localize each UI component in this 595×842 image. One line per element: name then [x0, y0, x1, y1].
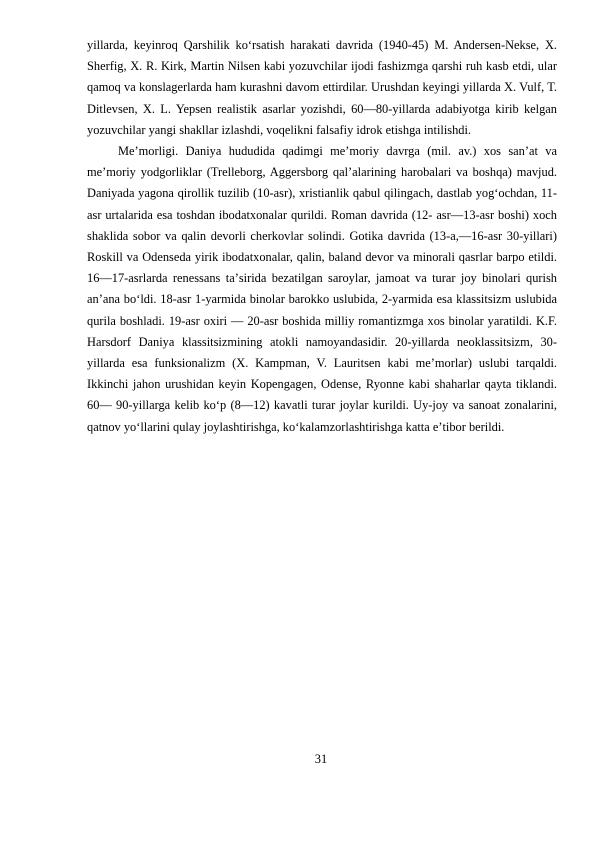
paragraph-architecture: Meʼmorligi. Daniya hududida qadimgi meʼmoriy davrga (mil. av.) xos sanʼat va meʼmoriy yodgorliklar (Trelleborg, Aggersborg qalʼalarining harobalari va boshqa) mavjud. Daniyada yagona qirollik tuzilib (10-asr), xristianlik qabul qilingach, dastlab yogʻochdan, 11-asr urtalarida esa toshdan ibodatxonalar qurildi. Roman davrida (12- asr—13-asr boshi) xoch shaklida sobor va qalin devorli cherkovlar solindi. Gotika davrida (13-a,—16-asr 30-yillari) Roskill va Odenseda yirik ibodatxonalar, qalin, baland devor va minorali qasrlar barpo etildi. 16—17-asrlarda renessans taʼsirida bezatilgan saroylar, jamoat va turar joy binolari qurish anʼana boʻldi. 18-asr 1-yarmida binolar barokko uslubida, 2-yarmida esa klassitsizm uslubida qurila boshladi. 19-asr oxiri — 20-asr boshida milliy romantizmga xos binolar yaratildi. K.F. Harsdorf Daniya klassitsizmining atokli namoyandasidir. 20-yillarda neoklassitsizm, 30-yillarda esa funksionalizm (X. Kampman, V. Lauritsen kabi meʼmorlar) uslubi tarqaldi. Ikkinchi jahon urushidan keyin Kopengagen, Odense, Ryonne kabi shaharlar qayta tiklandi. 60— 90-yillarga kelib koʻp (8—12) kavatli turar joylar kurildi. Uy-joy va sanoat zonalarini, qatnov yoʻllarini qulay joylashtirishga, koʻkalamzorlashtirishga katta eʼtibor berildi.: [87, 144, 557, 434]
paragraph-postwar-literature: yillarda, keyinroq Qarshilik koʻrsatish harakati davrida (1940-45) M. Andersen-Nekse, X. Sherfig, X. R. Kirk, Martin Nilsen kabi yozuvchilar ijodi fashizmga qarshi ruh kasb etdi, ular qamoq va konslagerlarda ham kurashni davom ettirdilar. Urushdan keyingi yillarda X. Vulf, T. Ditlevsen, X. L. Yepsen realistik asarlar yozishdi, 60—80-yillarda adabiyotga kirib kelgan yozuvchilar yangi shakllar izlashdi, voqelikni falsafiy idrok etishga intilishdi.: [87, 38, 557, 137]
page-number: 31: [314, 752, 328, 766]
document-body: [87, 35, 557, 438]
